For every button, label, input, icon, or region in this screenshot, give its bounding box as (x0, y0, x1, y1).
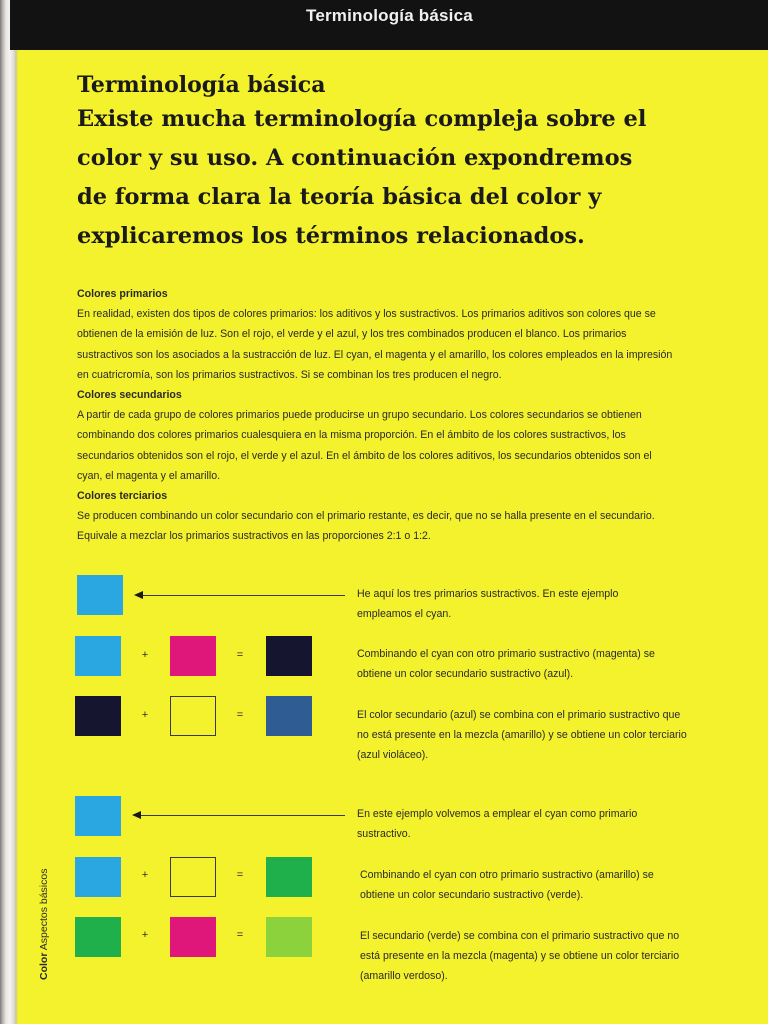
section-line: sustractivos son los asociados a la sustracción de luz. El cyan, el magenta y el amarillo, los colores empleados en la impresión (77, 348, 673, 361)
yellow-green-tertiary-swatch (266, 917, 312, 957)
running-title: Terminología básica (306, 6, 473, 25)
section-line: en cuatricromía, son los primarios sustractivos. Si se combinan los tres producen el negro. (77, 368, 502, 381)
section-line: combinando dos colores primarios cualesquiera en la misma proporción. En el ámbito de los colores sustractivos, los (77, 429, 626, 442)
section-heading-primarios: Colores primarios (77, 288, 168, 300)
section-line: cyan, el magenta y el amarillo. (77, 469, 221, 482)
cyan-swatch (75, 857, 121, 897)
yellow-swatch (170, 696, 216, 736)
caption-line: Combinando el cyan con otro primario sustractivo (magenta) se (357, 648, 655, 660)
cyan-swatch (77, 575, 123, 615)
caption-line: no está presente en la mezcla (amarillo) y se obtiene un color terciario (357, 729, 687, 741)
plus-sign: + (141, 649, 149, 661)
equals-sign: = (236, 869, 244, 881)
green-secondary-swatch (75, 917, 121, 957)
section-line: A partir de cada grupo de colores primarios puede producirse un grupo secundario. Los colores secundarios se obtienen (77, 409, 642, 422)
blue-secondary-swatch (75, 696, 121, 736)
caption-line: He aquí los tres primarios sustractivos. En este ejemplo (357, 588, 619, 600)
caption-line: empleamos el cyan. (357, 608, 452, 620)
blue-violet-tertiary-swatch (266, 696, 312, 736)
blue-secondary-swatch (266, 636, 312, 676)
section-line: Se producen combinando un color secundario con el primario restante, es decir, que no se halla presente en el secundario. (77, 510, 655, 523)
lead-line: de forma clara la teoría básica del color y (77, 184, 602, 210)
caption-line: sustractivo. (357, 828, 411, 840)
caption-line: El secundario (verde) se combina con el primario sustractivo que no (360, 930, 680, 942)
cyan-swatch (75, 636, 121, 676)
page-title: Terminología básica (77, 72, 326, 98)
magenta-swatch (170, 917, 216, 957)
section-heading-terciarios: Colores terciarios (77, 490, 168, 503)
body-text (77, 284, 705, 547)
plus-sign: + (141, 869, 149, 881)
running-header (10, 0, 768, 50)
caption-line: (amarillo verdoso). (360, 970, 448, 982)
caption-line: Combinando el cyan con otro primario sustractivo (amarillo) se (360, 869, 654, 881)
caption-line: El color secundario (azul) se combina con el primario sustractivo que (357, 709, 681, 721)
lead-paragraph (77, 100, 717, 256)
page-binding-edge (0, 0, 18, 1024)
magenta-swatch (170, 636, 216, 676)
pointer-arrow (134, 815, 345, 816)
caption-line: está presente en la mezcla (magenta) y se obtiene un color terciario (360, 950, 680, 962)
diagram-caption (360, 865, 710, 905)
diagram-caption (357, 644, 707, 684)
equals-sign: = (236, 929, 244, 941)
section-line: Equivale a mezclar los primarios sustractivos en las proporciones 2:1 o 1:2. (77, 530, 431, 543)
arrowhead-icon (134, 591, 143, 599)
yellow-swatch (170, 857, 216, 897)
caption-line: En este ejemplo volvemos a emplear el cyan como primario (357, 808, 638, 820)
diagram-caption (357, 804, 707, 844)
equals-sign: = (236, 649, 244, 661)
diagram-caption (360, 926, 710, 986)
cyan-swatch (75, 796, 121, 836)
section-line: obtienen de la emisión de luz. Son el rojo, el verde y el azul, y los tres combinados producen el blanco. Los primarios (77, 328, 627, 341)
plus-sign: + (141, 709, 149, 721)
equals-sign: = (236, 709, 244, 721)
section-heading-secundarios: Colores secundarios (77, 389, 182, 402)
lead-line: explicaremos los términos relacionados. (77, 223, 585, 249)
diagram-caption (357, 584, 707, 624)
footer-book: Color (38, 952, 50, 980)
plus-sign: + (141, 929, 149, 941)
caption-line: obtiene un color secundario sustractivo (azul). (357, 668, 574, 680)
lead-line: Existe mucha terminología compleja sobre el (77, 106, 647, 132)
lead-line: color y su uso. A continuación expondremos (77, 145, 633, 171)
vertical-footer (38, 869, 50, 980)
green-secondary-swatch (266, 857, 312, 897)
caption-line: (azul violáceo). (357, 749, 429, 761)
headline (77, 70, 717, 256)
caption-line: obtiene un color secundario sustractivo (verde). (360, 889, 584, 901)
diagram-caption (357, 705, 707, 765)
footer-section: Aspectos básicos (38, 868, 50, 951)
pointer-arrow (136, 595, 345, 596)
section-line: secundarios obtenidos son el rojo, el verde y el azul. En el ámbito de los colores aditivos, los secundarios obtenidos son el (77, 449, 652, 462)
section-line: En realidad, existen dos tipos de colores primarios: los aditivos y los sustractivos. Los primarios aditivos son colores que se (77, 308, 656, 321)
arrowhead-icon (132, 811, 141, 819)
